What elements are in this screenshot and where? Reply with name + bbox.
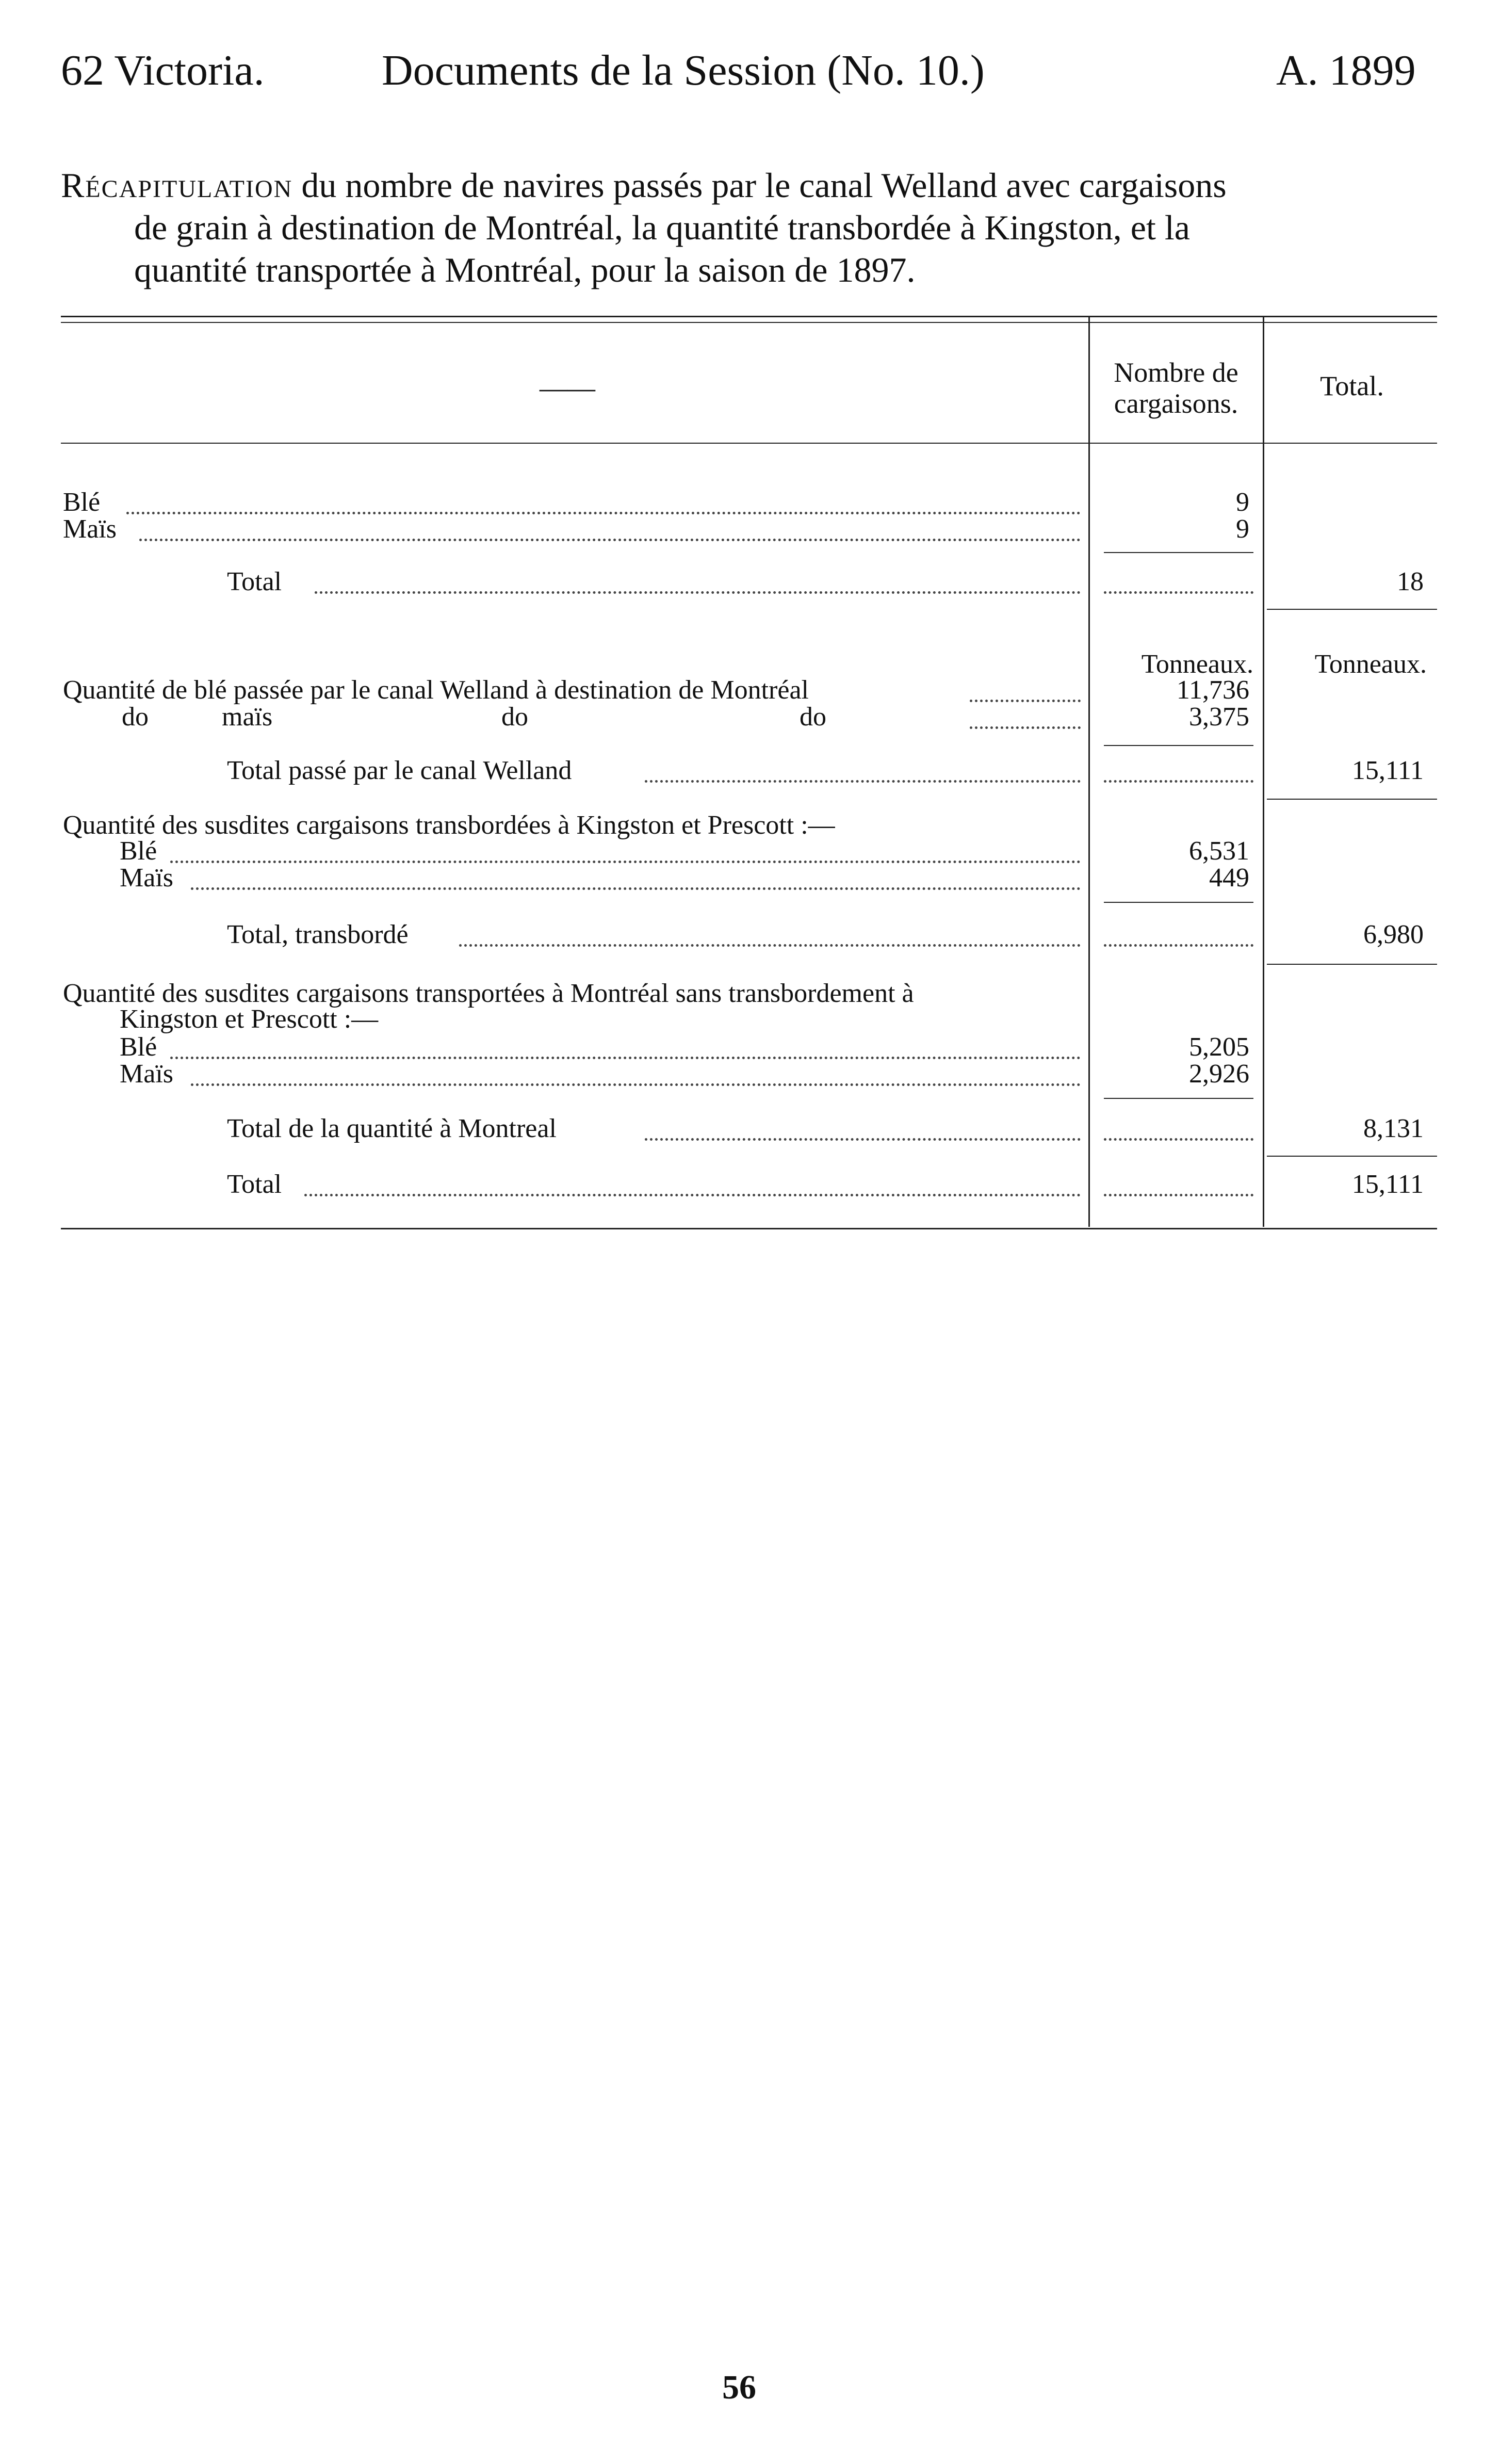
header-bottom-rule bbox=[61, 443, 1437, 444]
unit-total: Tonneaux. bbox=[1314, 650, 1427, 679]
row-q-mais-label: maïs bbox=[222, 702, 273, 732]
subtotal-rule-3 bbox=[1104, 902, 1253, 903]
row-trans-ble-label: Blé bbox=[120, 836, 157, 866]
column-divider-1 bbox=[1088, 316, 1090, 1227]
table-top-rule bbox=[61, 316, 1437, 317]
total-rule-1 bbox=[1267, 609, 1437, 610]
total-rule-4 bbox=[1267, 1156, 1437, 1157]
row-grand-total-total: 15,111 bbox=[1351, 1170, 1424, 1199]
row-q-ble-nombre: 11,736 bbox=[1176, 675, 1249, 705]
row-grand-total-leader bbox=[304, 1194, 1081, 1196]
row-total-welland-label: Total passé par le canal Welland bbox=[227, 756, 572, 785]
header-center: Documents de la Session (No. 10.) bbox=[382, 46, 985, 94]
row-total-mtl-leader-2 bbox=[1104, 1138, 1253, 1141]
column-divider-2 bbox=[1263, 316, 1264, 1227]
row-mais-label: Maïs bbox=[63, 514, 117, 544]
row-q-ble-leader bbox=[970, 700, 1081, 702]
row-total1-label: Total bbox=[227, 567, 282, 596]
header-right: A. 1899 bbox=[1276, 46, 1416, 94]
row-total1-total: 18 bbox=[1397, 567, 1424, 596]
table-top-rule-2 bbox=[61, 322, 1437, 323]
row-ble-leader bbox=[126, 512, 1081, 514]
row-total-trans-total: 6,980 bbox=[1363, 920, 1424, 949]
row-q-mais-do-3: do bbox=[800, 702, 826, 732]
row-total1-leader-2 bbox=[1104, 591, 1253, 594]
row-total-welland-leader bbox=[645, 780, 1081, 783]
row-q-mais-do-1: do bbox=[122, 702, 149, 732]
row-trans-mais-label: Maïs bbox=[120, 863, 173, 893]
col-header-nombre: Nombre de cargaisons. bbox=[1114, 357, 1238, 419]
row-mais-nombre: 9 bbox=[1236, 514, 1249, 544]
row-total-trans-leader-2 bbox=[1104, 944, 1253, 947]
row-mtl-mais-nombre: 2,926 bbox=[1189, 1059, 1249, 1089]
row-mtl-head-2: Kingston et Prescott :— bbox=[120, 1004, 379, 1034]
row-mtl-ble-leader bbox=[170, 1057, 1081, 1059]
row-trans-ble-leader bbox=[170, 861, 1081, 863]
total-rule-3 bbox=[1267, 964, 1437, 965]
row-total-welland-total: 15,111 bbox=[1351, 756, 1424, 785]
row-mtl-mais-label: Maïs bbox=[120, 1059, 173, 1089]
row-total-trans-label: Total, transbordé bbox=[227, 920, 409, 949]
title-smallcaps: Récapitulation bbox=[61, 166, 293, 205]
row-q-mais-do-2: do bbox=[501, 702, 528, 732]
page-number: 56 bbox=[722, 2369, 756, 2406]
row-trans-head: Quantité des susdites cargaisons transbordées à Kingston et Prescott :— bbox=[63, 810, 835, 840]
row-total-mtl-label: Total de la quantité à Montreal bbox=[227, 1114, 557, 1143]
row-mtl-head-1: Quantité des susdites cargaisons transportées à Montréal sans transbordement à bbox=[63, 979, 914, 1008]
row-q-mais-leader bbox=[970, 726, 1081, 729]
row-ble-label: Blé bbox=[63, 488, 101, 517]
subtotal-rule-1 bbox=[1104, 552, 1253, 553]
header-left: 62 Victoria. bbox=[61, 46, 265, 94]
subtotal-rule-2 bbox=[1104, 745, 1253, 746]
row-total-mtl-total: 8,131 bbox=[1363, 1114, 1424, 1143]
row-mtl-ble-label: Blé bbox=[120, 1032, 157, 1062]
title-line-1-rest: du nombre de navires passés par le canal Welland avec cargaisons bbox=[292, 166, 1227, 205]
subtotal-rule-4 bbox=[1104, 1098, 1253, 1099]
row-grand-total-leader-2 bbox=[1104, 1194, 1253, 1196]
row-trans-mais-leader bbox=[191, 887, 1081, 890]
row-trans-mais-nombre: 449 bbox=[1209, 863, 1249, 893]
col-header-total: Total. bbox=[1320, 370, 1384, 401]
col-header-blank: —— bbox=[540, 372, 595, 403]
row-q-mais-nombre: 3,375 bbox=[1189, 702, 1249, 732]
title-line-3: quantité transportée à Montréal, pour la saison de 1897. bbox=[134, 250, 916, 289]
row-mtl-ble-nombre: 5,205 bbox=[1189, 1032, 1249, 1062]
row-q-ble-label: Quantité de blé passée par le canal Welland à destination de Montréal bbox=[63, 675, 809, 705]
row-mtl-mais-leader bbox=[191, 1083, 1081, 1086]
row-mais-leader bbox=[139, 539, 1081, 541]
row-total-welland-leader-2 bbox=[1104, 780, 1253, 783]
row-ble-nombre: 9 bbox=[1236, 488, 1249, 517]
row-trans-ble-nombre: 6,531 bbox=[1189, 836, 1249, 866]
unit-nombre: Tonneaux. bbox=[1141, 650, 1253, 679]
row-total1-leader bbox=[315, 591, 1081, 594]
table-bottom-rule bbox=[61, 1228, 1437, 1229]
row-total-mtl-leader bbox=[645, 1138, 1081, 1141]
title-line-2: de grain à destination de Montréal, la quantité transbordée à Kingston, et la bbox=[134, 208, 1190, 247]
total-rule-2 bbox=[1267, 799, 1437, 800]
row-total-trans-leader bbox=[459, 944, 1081, 947]
row-grand-total-label: Total bbox=[227, 1170, 282, 1199]
